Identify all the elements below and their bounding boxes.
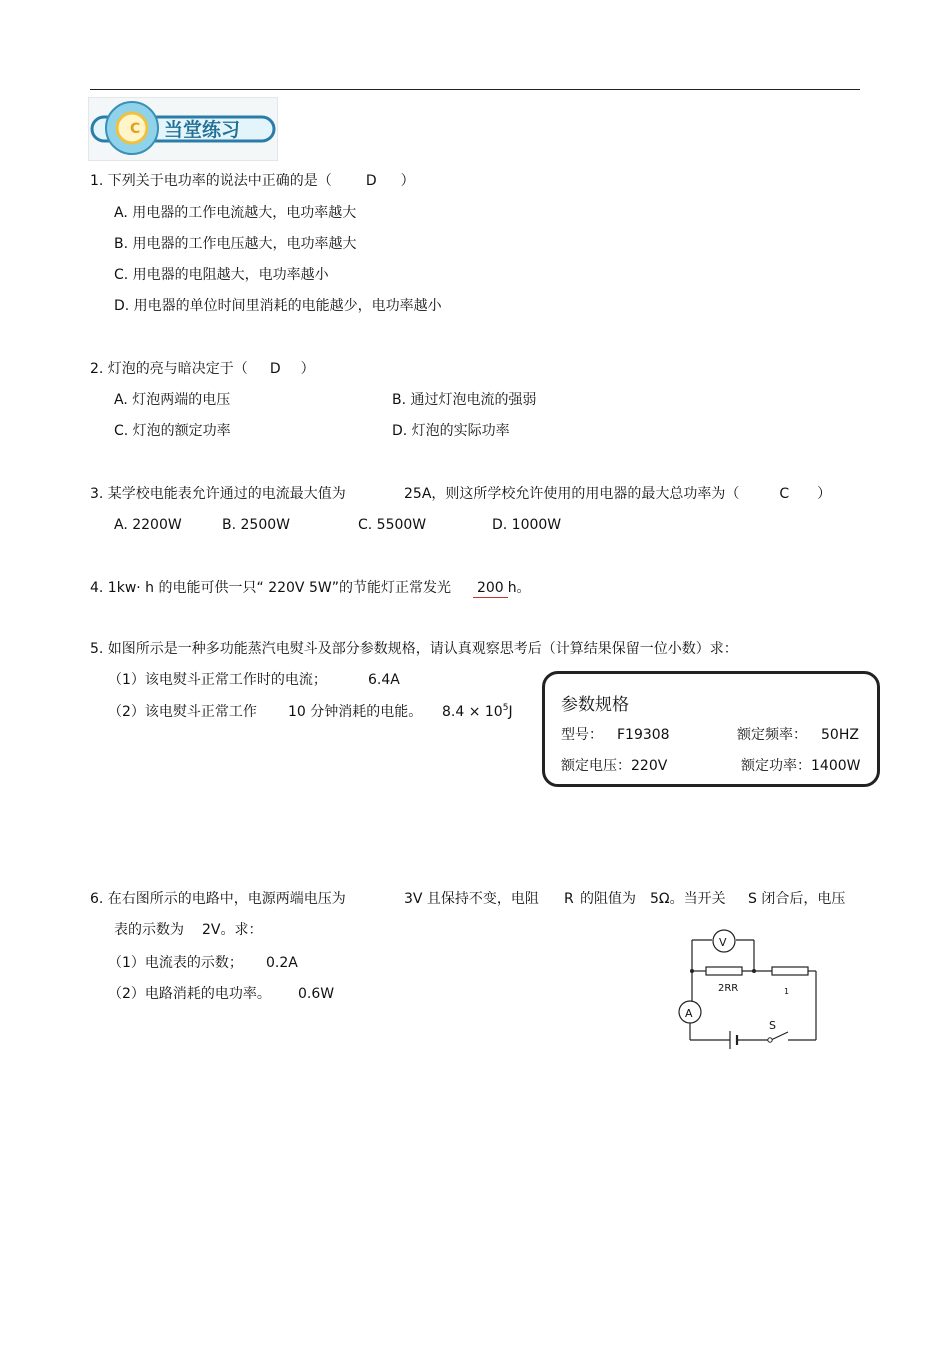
q6-sub1: （1）电流表的示数； [108,955,243,971]
q6-answer-2: 0.6W [298,986,335,1002]
spec-power-value: 1400W [811,758,861,774]
q6-stem-d: 的阻值为 [580,891,636,907]
q3-option-d: D. 1000W [492,517,562,533]
q1-stem [90,172,415,190]
q1-option-a: A. 用电器的工作电流越大，电功率越大 [114,205,357,221]
q4-stem [90,579,531,598]
q5-answer-1: 6.4A [368,672,400,688]
spec-box [542,671,880,787]
spec-power [741,755,860,775]
q6-stem-b: 3V 且保持不变，电阻 [404,891,539,907]
header-rule [90,89,860,90]
circuit-svg [674,928,824,1056]
q4-stem-text: 4. 1kw· h 的电能可供一只“ 220V 5W”的节能灯正常发光 [90,580,451,596]
q5-sub2b: 10 分钟消耗的电能。 [288,704,423,720]
spec-freq-label: 额定频率： [737,727,807,743]
resistor-r1-label: 1 [784,987,790,996]
q5-sub2: （2）该电熨斗正常工作 [108,704,257,720]
q1-close: ） [400,173,415,189]
q2-stem-text: 2. 灯泡的亮与暗决定于（ [90,361,248,377]
switch-label: S [769,1019,776,1032]
q2-option-d: D. 灯泡的实际功率 [392,423,510,439]
q2-option-c: C. 灯泡的额定功率 [114,423,231,439]
svg-text:C: C [130,121,141,137]
q6-stem-c: R [564,891,574,907]
banner-graphic [88,97,278,161]
resistor-r2-icon [706,967,742,975]
resistor-r1-icon [772,967,808,975]
q1-answer: D [365,173,377,189]
q5-answer-2-unit: J [508,704,513,720]
q2-answer: D [269,361,281,377]
spec-voltage-value: 220V [631,758,668,774]
q4-answer: 200 [473,579,508,598]
circuit-diagram [674,928,824,1056]
q3-stem [404,485,831,503]
junction-right [752,969,756,973]
resistor-r2-label: 2RR [718,983,739,994]
q2-option-a: A. 灯泡两端的电压 [114,392,231,408]
junction-left [690,969,694,973]
q3-option-b: B. 2500W [222,517,290,533]
ammeter-label: A [685,1007,693,1020]
q6-sub2: （2）电路消耗的电功率。 [108,986,271,1002]
q5-answer-2-exp: 5 [502,703,509,713]
voltmeter-label: V [719,936,727,949]
q1-option-b: B. 用电器的工作电压越大，电功率越大 [114,236,357,252]
q6-stem-a: 6. 在右图所示的电路中，电源两端电压为 [90,891,346,907]
spec-power-label: 额定功率： [741,758,811,774]
q3-close: ） [817,486,832,502]
q3-stem-b: 25A，则这所学校允许使用的用电器的最大总功率为（ [404,486,740,502]
q1-option-d: D. 用电器的单位时间里消耗的电能越少，电功率越小 [114,298,442,314]
q6-stem-line2: 表的示数为 [114,922,184,938]
q5-sub1: （1）该电熨斗正常工作时的电流； [108,672,327,688]
spec-voltage-label: 额定电压： [561,758,631,774]
spec-model-label: 型号： [561,727,603,743]
spec-title: 参数规格 [561,695,629,715]
q3-option-c: C. 5500W [358,517,427,533]
spec-voltage [561,755,667,775]
q2-stem [90,360,315,378]
switch-icon [771,1032,788,1040]
q6-stem-e: 5Ω。当开关 [650,891,726,907]
q5-stem: 5. 如图所示是一种多功能蒸汽电熨斗及部分参数规格，请认真观察思考后（计算结果保留一位小数）求： [90,641,738,657]
q6-answer-1: 0.2A [266,955,298,971]
q3-stem-a: 3. 某学校电能表允许通过的电流最大值为 [90,486,346,502]
q5-answer-2-base: 8.4 × 10 [442,704,503,720]
banner-title: 当堂练习 [164,119,241,141]
q3-option-a: A. 2200W [114,517,182,533]
switch-pivot [768,1038,772,1042]
spec-model [561,724,670,744]
q6-stem-line2b: 2V。求： [202,922,263,938]
q4-unit: h。 [507,580,531,596]
practice-banner [88,97,278,161]
q2-option-b: B. 通过灯泡电流的强弱 [392,392,537,408]
q6-stem-f: S 闭合后，电压 [748,891,846,907]
spec-model-value: F19308 [617,727,670,743]
q1-stem-text: 1. 下列关于电功率的说法中正确的是（ [90,173,332,189]
q5-answer-2 [442,703,513,721]
spec-freq-value: 50HZ [821,727,859,743]
q1-option-c: C. 用电器的电阻越大，电功率越小 [114,267,329,283]
q2-close: ） [300,361,315,377]
q3-answer: C [779,486,790,502]
spec-freq [737,724,859,744]
